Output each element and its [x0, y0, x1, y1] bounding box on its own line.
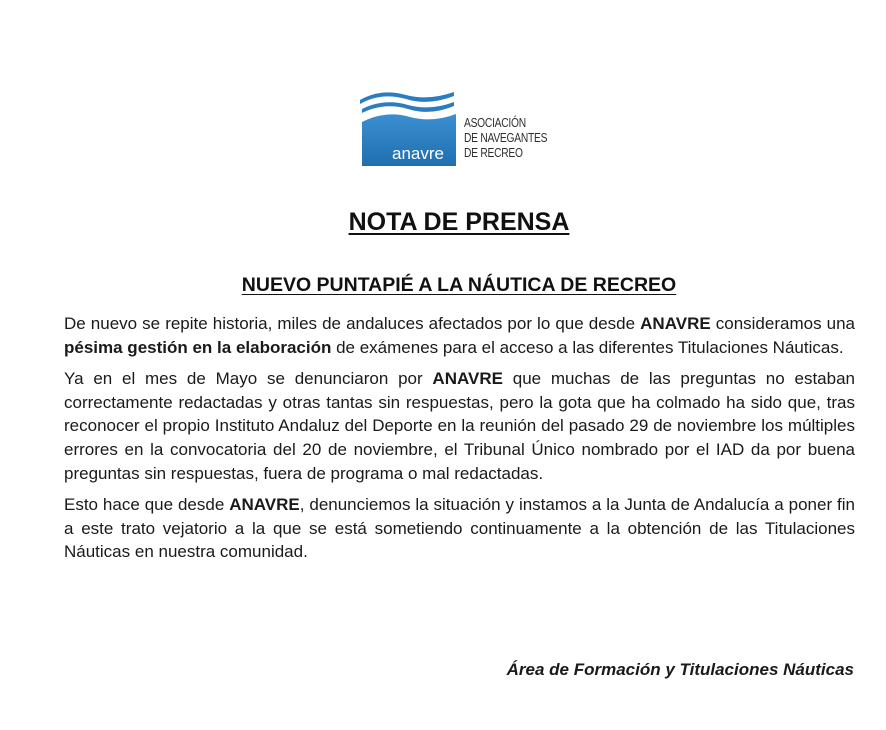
- paragraph-2-text-c: que muchas de las preguntas no estaban correctamente redactadas y otras tantas sin respuestas, pero la gota que ha colmado ha sido que, tras reconocer el propio Instituto Andaluz del Deporte en la reunión del pasado 29 de noviembre los múltiples errores en la convocatoria del 20 de noviembre, el Tribunal Único nombrado por el IAD da por buena preguntas sin respuestas, fuera de programa o mal redactadas.: [64, 369, 855, 483]
- paragraph-2-text-a: Ya en el mes de Mayo se denunciaron por: [64, 369, 433, 389]
- logo-association-name: [464, 116, 547, 161]
- logo-line-1: ASOCIACIÓN: [464, 116, 526, 130]
- press-release-headline: NUEVO PUNTAPIÉ A LA NÁUTICA DE RECREO: [241, 274, 677, 296]
- signature: Área de Formación y Titulaciones Náuticas: [506, 660, 854, 679]
- paragraph-1-text-a: De nuevo se repite historia, miles de andaluces afectados por lo que desde: [64, 314, 641, 333]
- logo-line-3: DE RECREO: [464, 146, 523, 160]
- paragraph-1: [64, 312, 855, 359]
- paragraph-2: [64, 367, 855, 485]
- press-release-title: NOTA DE PRENSA: [348, 208, 570, 236]
- paragraph-3-text-c: , denunciemos la situación y instamos a la Junta de Andalucía a poner fin a este trato vejatorio a la que se está sometiendo continuamente a la obtención de las Titulaciones Náuticas en nuestra comunidad.: [64, 495, 855, 562]
- paragraph-1-emphasis: pésima gestión en la elaboración: [64, 337, 332, 357]
- paragraph-3: [64, 493, 855, 564]
- paragraph-1-text-d: de exámenes para el acceso a las diferentes Titulaciones Náuticas.: [331, 337, 844, 357]
- anavre-logo: [356, 86, 556, 172]
- anavre-wave-logo-icon: [356, 86, 460, 168]
- paragraph-1-text-c: consideramos una: [710, 314, 856, 333]
- paragraph-1-anavre: ANAVRE: [640, 314, 711, 333]
- press-release-body: [64, 312, 855, 572]
- paragraph-2-anavre: ANAVRE: [432, 369, 503, 389]
- logo-brand-text: anavre: [392, 144, 444, 163]
- logo-line-2: DE NAVEGANTES: [464, 131, 548, 145]
- paragraph-3-text-a: Esto hace que desde: [64, 495, 230, 515]
- paragraph-3-anavre: ANAVRE: [229, 495, 300, 515]
